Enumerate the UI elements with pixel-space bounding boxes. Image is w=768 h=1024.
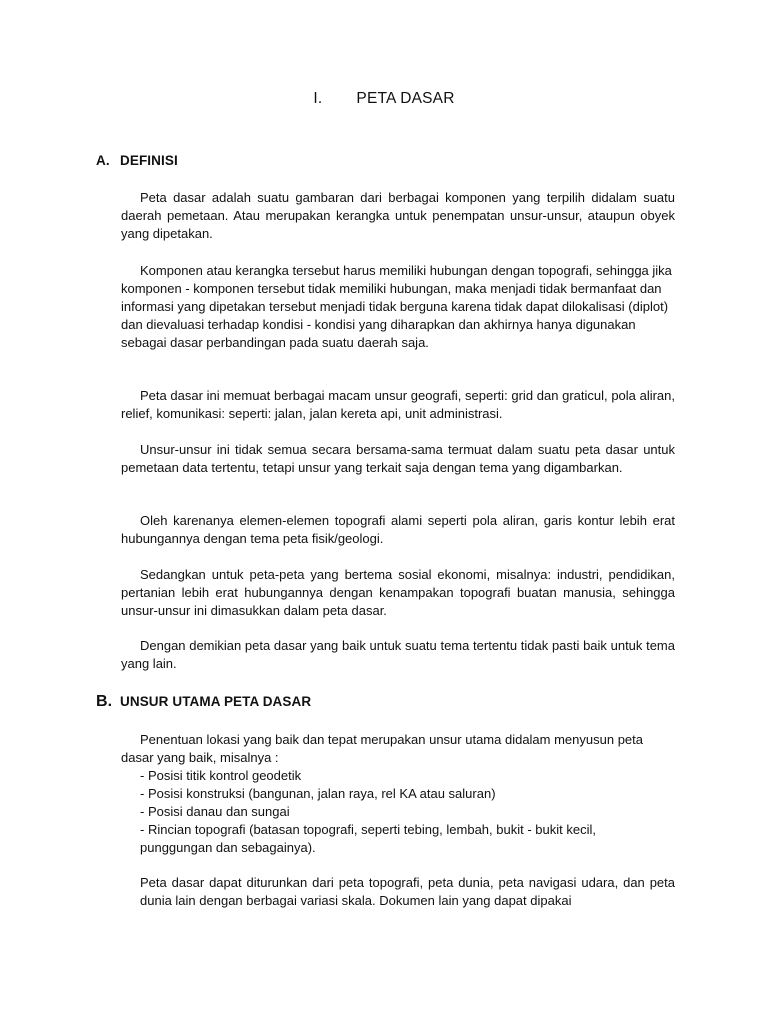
definition-paragraph-1: Peta dasar adalah suatu gambaran dari berbagai komponen yang terpilih didalam suatu daerah pemetaan. Atau merupakan kerangka untuk penempatan unsur-unsur, ataupun obyek yang dipetakan.	[121, 190, 675, 241]
section-b-intro: Penentuan lokasi yang baik dan tepat merupakan unsur utama didalam menyusun peta dasar yang baik, misalnya :	[121, 732, 643, 765]
section-a-title: DEFINISI	[120, 153, 178, 168]
list-item: - Posisi konstruksi (bangunan, jalan raya, rel KA atau saluran)	[140, 786, 496, 801]
section-b-letter: B.	[96, 693, 113, 710]
definition-paragraph-5: Oleh karenanya elemen-elemen topografi alami seperti pola aliran, garis kontur lebih erat hubungannya dengan tema peta fisik/geologi.	[121, 513, 675, 546]
list-continuation: punggungan dan sebagainya).	[140, 840, 316, 855]
definition-paragraph-3: Peta dasar ini memuat berbagai macam unsur geografi, seperti: grid dan graticul, pola aliran, relief, komunikasi: seperti: jalan, jalan kereta api, unit administrasi.	[121, 388, 675, 421]
section-a-letter: A.	[96, 153, 110, 168]
section-a-heading	[96, 153, 178, 168]
section-b-closing: Peta dasar dapat diturunkan dari peta topografi, peta dunia, peta navigasi udara, dan peta dunia lain dengan berbagai variasi skala. Dokumen lain yang dapat dipakai	[140, 875, 675, 908]
section-b-heading	[96, 693, 311, 711]
list-item: - Posisi titik kontrol geodetik	[140, 768, 302, 783]
definition-paragraph-2: Komponen atau kerangka tersebut harus memiliki hubungan dengan topografi, sehingga jika komponen - komponen tersebut tidak memiliki hubungan, maka menjadi tidak bermanfaat dan informasi yang dipetakan tersebut menjadi tidak berguna karena tidak dapat dilokalisasi (diplot) dan dievaluasi terhadap kondisi - kondisi yang diharapkan dan akhirnya hanya digunakan sebagai dasar perbandingan pada suatu daerah saja.	[121, 263, 672, 350]
title-text: PETA DASAR	[356, 90, 455, 107]
definition-paragraph-4: Unsur-unsur ini tidak semua secara bersama-sama termuat dalam suatu peta dasar untuk pemetaan data tertentu, tetapi unsur yang terkait saja dengan tema yang digambarkan.	[121, 442, 675, 475]
definition-paragraph-7: Dengan demikian peta dasar yang baik untuk suatu tema tertentu tidak pasti baik untuk tema yang lain.	[121, 638, 675, 671]
section-b-title: UNSUR UTAMA PETA DASAR	[120, 694, 312, 709]
definition-paragraph-6: Sedangkan untuk peta-peta yang bertema sosial ekonomi, misalnya: industri, pendidikan, pertanian lebih erat hubungannya dengan kenampakan topografi buatan manusia, sehingga unsur-unsur ini dimasukkan dalam peta dasar.	[121, 567, 675, 618]
title-number: I.	[313, 90, 323, 107]
element-list	[140, 767, 675, 839]
page-title	[0, 90, 768, 108]
list-item: - Rincian topografi (batasan topografi, seperti tebing, lembah, bukit - bukit kecil,	[140, 822, 596, 837]
list-item: - Posisi danau dan sungai	[140, 804, 290, 819]
